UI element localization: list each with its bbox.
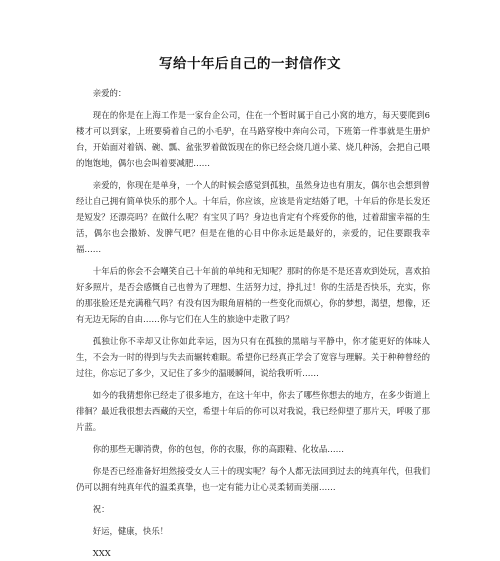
paragraph-5: 如今的我猜想你已经走了很多地方，在这十年中，你去了哪些你想去的地方，在多少街道上徘徊？最近我很想去西藏的天空，希望十年后的你可以对我说，我已经仰望了那片天，呼吸了那片蓝。 xyxy=(76,390,430,432)
paragraph-3: 十年后的你会不会嘲笑自己十年前的单纯和无知呢？那时的你是不是还喜欢到处玩，喜欢拍好多照片，是否会感慨自己也曾为了理想、生活努力过，挣扎过！你的生活是否快乐，充实，你的那张脸还是充满稚气吗？有没有因为眼角眉梢的一些变化而烦心，你的梦想，渴望，想像，还有无边无际的自由……你与它们在人生的旅途中走散了吗？ xyxy=(76,266,430,324)
paragraph-6: 你的那些无聊消费，你的包包，你的衣服，你的高跟鞋、化妆品…… xyxy=(92,444,345,454)
paragraph-1: 现在的你是在上海工作是一家台企公司，住在一个暂时属于自己小窝的地方，每天要爬到6楼才可以到家，上班要骑着自己的小毛驴，在马路穿梭中奔向公司，下班第一件事就是生册炉台，开始面对着锅、碗、瓢、盆张罗着做饭现在的你已经会烧几道小菜、烧几种汤，会把自己喂的饱饱地，偶尔也会叫着要减肥…… xyxy=(76,110,430,168)
greeting: 亲爱的： xyxy=(92,88,127,98)
wishes: 好运，健康，快乐！ xyxy=(92,526,169,536)
paragraph-7: 你是否已经准备好坦然接受女人三十的现实呢？每个人都无法回到过去的纯真年代，但我们仍可以拥有纯真年代的温柔真挚，也一定有能力让心灵柔韧而美丽…… xyxy=(76,466,430,492)
document-title: 写给十年后自己的一封信作文 xyxy=(159,56,341,72)
paragraph-4: 孤独让你不幸却又让你如此幸运，因为只有在孤独的黑暗与平静中，你才能更好的体味人生，不会为一时的得到与失去而辗转难眠。希望你已经真正学会了宽容与理解。关于种种曾经的过往，你忘记了多少，又记住了多少的温暖瞬间，说给我听听…… xyxy=(76,336,430,378)
letter-body xyxy=(76,85,430,561)
closing: 祝： xyxy=(92,504,110,514)
paragraph-2: 亲爱的，你现在是单身，一个人的时候会感觉到孤独，虽然身边也有朋友，偶尔也会想到曾经让自己拥有简单快乐的那个人。十年后，你应该，应该是肯定结婚了吧，十年后的你是长发还是短发？还漂亮吗？在做什么呢？有宝贝了吗？身边也肯定有个疼爱你的他，过着甜蜜幸福的生活，偶尔也会撒娇、发脾气吧？但是在他的心目中你永远是最好的，亲爱的，记住要跟我幸福…… xyxy=(76,180,430,254)
signature: XXX xyxy=(92,548,111,558)
